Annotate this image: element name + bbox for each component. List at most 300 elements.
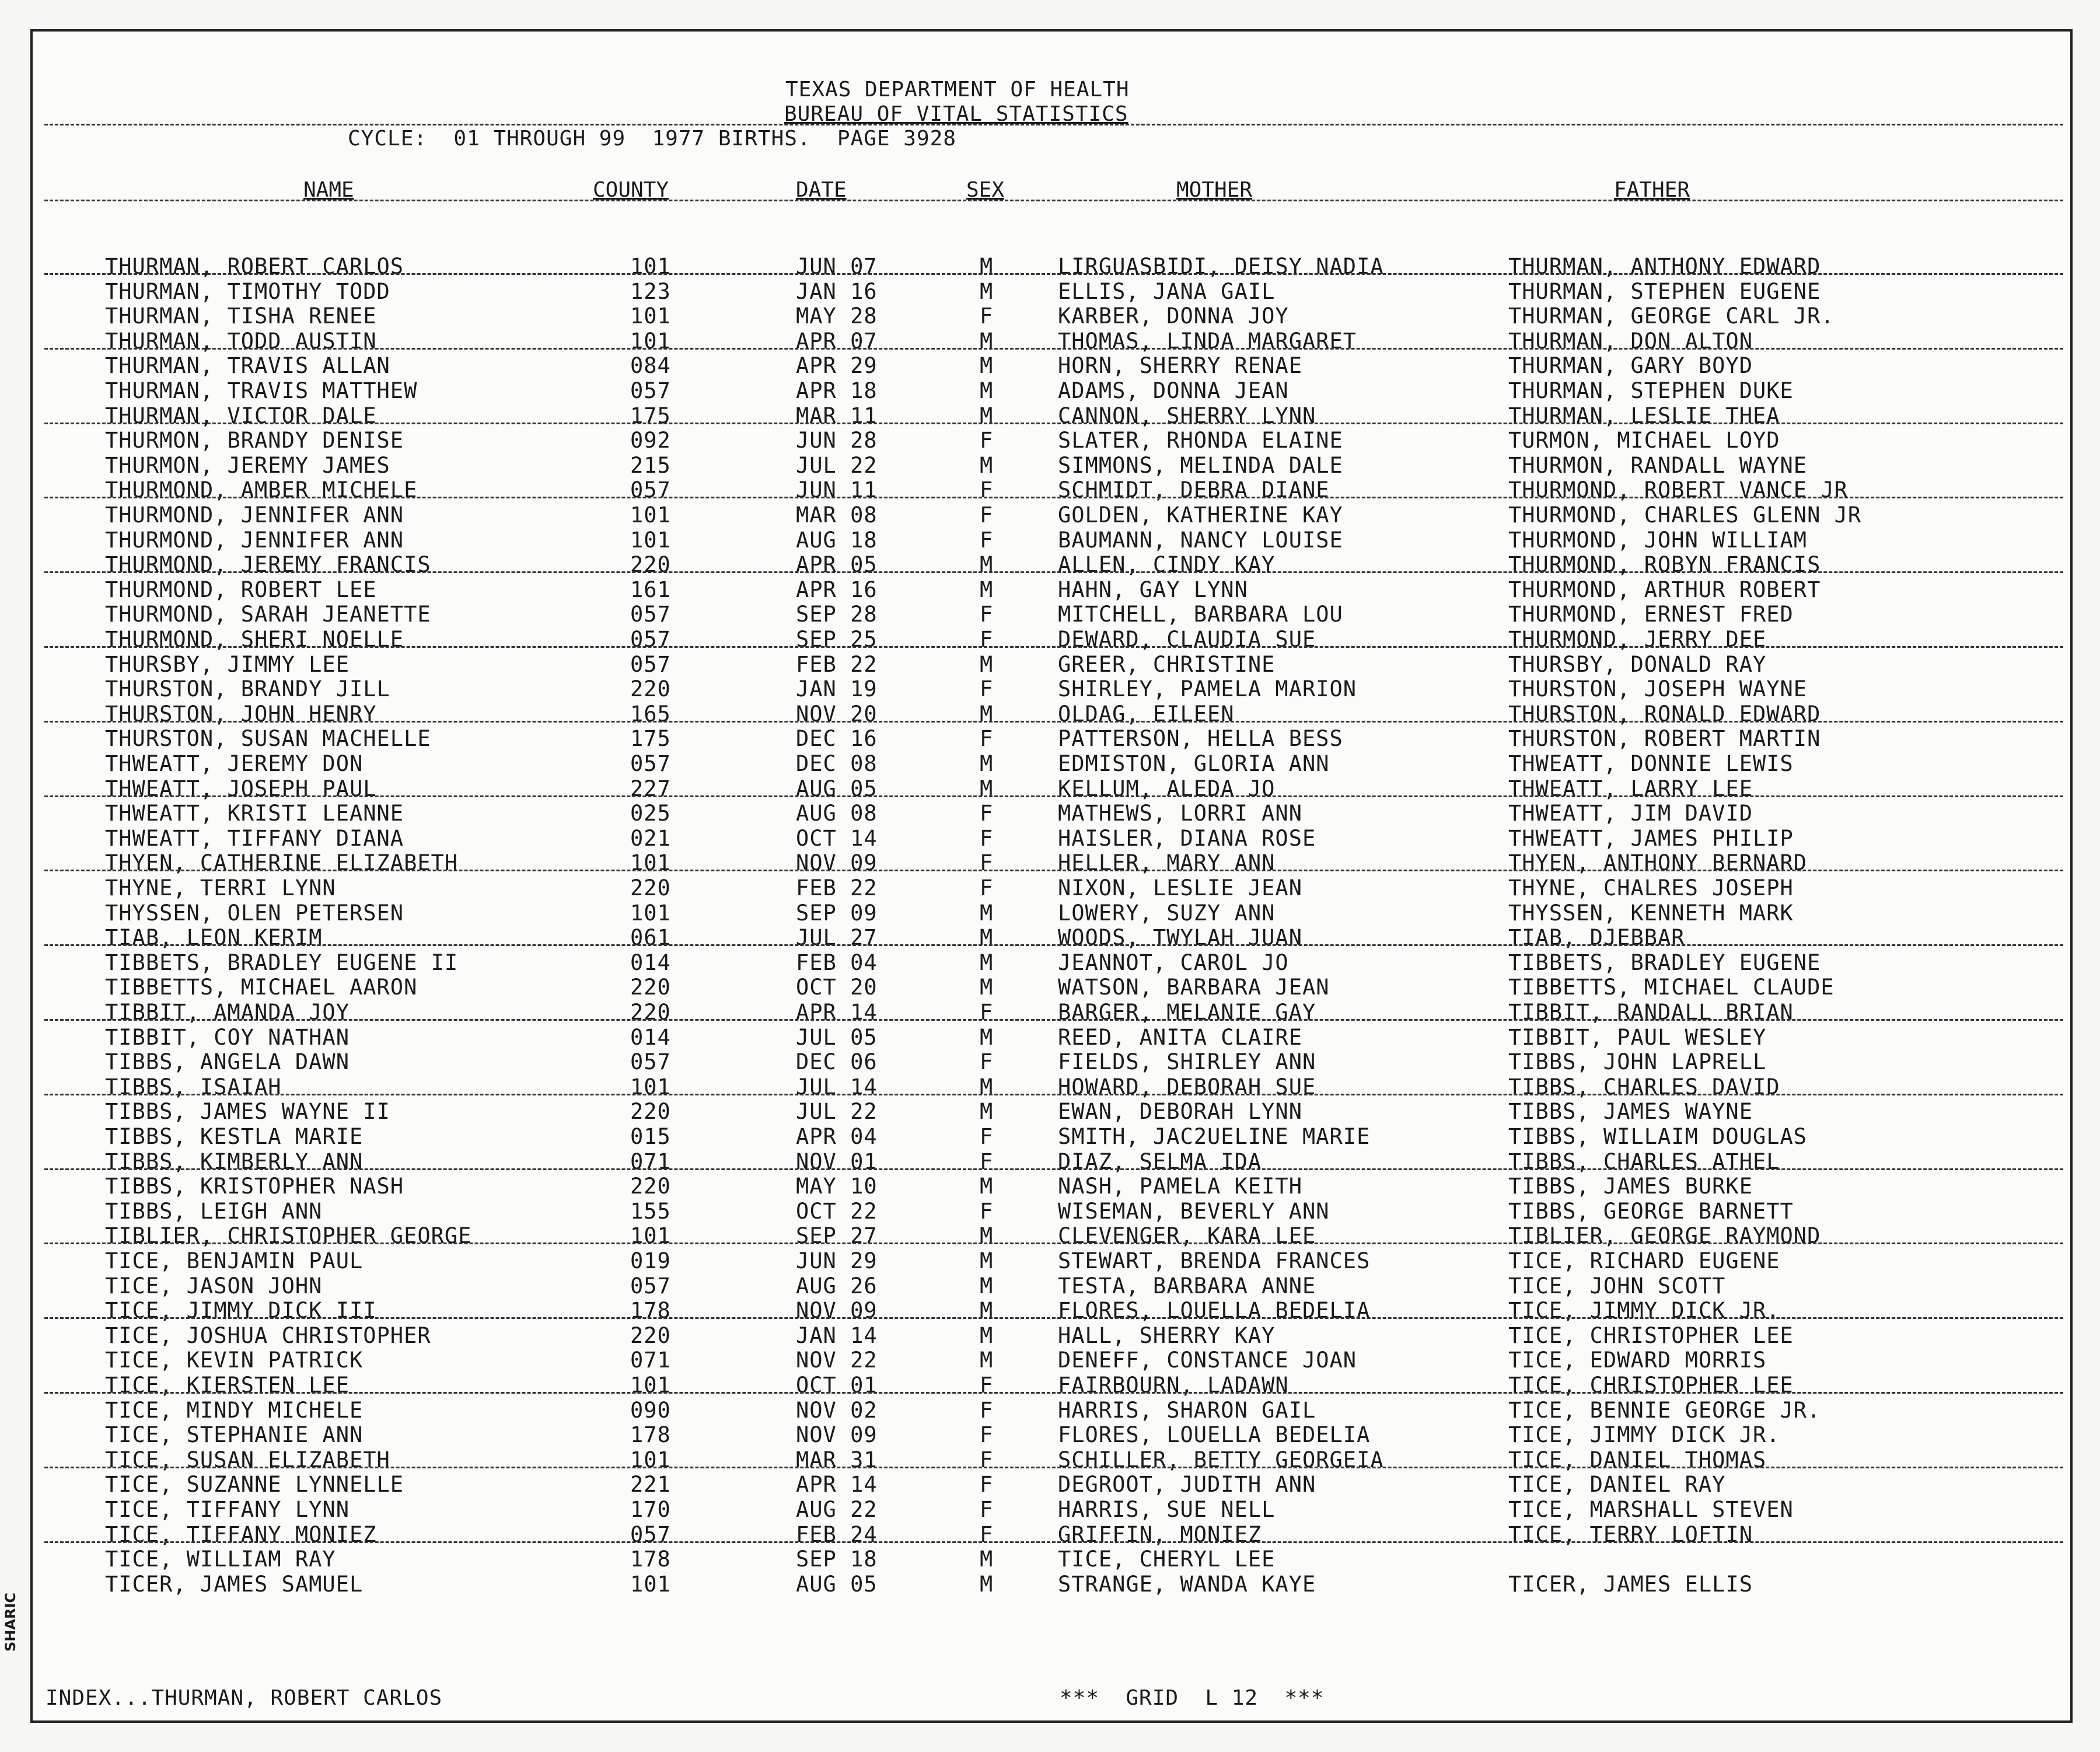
cell-father: TIBBS, JOHN LAPRELL xyxy=(1508,1049,1767,1075)
cell-date: MAR 11 xyxy=(796,403,878,428)
cell-sex: F xyxy=(980,1373,994,1398)
cell-date: APR 14 xyxy=(796,1000,878,1025)
cell-mother: MATHEWS, LORRI ANN xyxy=(1058,801,1302,826)
cell-mother: FLORES, LOUELLA BEDELIA xyxy=(1058,1422,1371,1448)
table-row xyxy=(33,801,2070,826)
table-row xyxy=(33,627,2070,652)
cell-county: 057 xyxy=(630,751,671,776)
cell-date: APR 14 xyxy=(796,1472,878,1498)
cell-county: 101 xyxy=(630,254,671,279)
cell-sex: F xyxy=(980,527,994,553)
table-row xyxy=(33,1547,2070,1572)
side-code-label: SHARIC xyxy=(2,1593,19,1652)
table-row xyxy=(33,951,2070,975)
cell-name: THYSSEN, OLEN PETERSEN xyxy=(105,900,404,926)
cell-date: OCT 14 xyxy=(796,825,878,851)
table-row xyxy=(33,677,2070,702)
cell-name: THYNE, TERRI LYNN xyxy=(105,875,336,901)
cell-mother: EWAN, DEBORAH LYNN xyxy=(1058,1099,1302,1125)
cell-date: AUG 08 xyxy=(796,801,878,826)
cell-mother: HALL, SHERRY KAY xyxy=(1058,1322,1276,1348)
cell-sex: M xyxy=(980,328,994,354)
cell-name: TIBBIT, AMANDA JOY xyxy=(105,1000,350,1025)
table-row xyxy=(33,1150,2070,1174)
cell-sex: M xyxy=(980,925,994,951)
cell-county: 057 xyxy=(630,651,671,677)
cell-date: MAR 08 xyxy=(796,502,878,528)
table-row xyxy=(33,1348,2070,1373)
cell-mother: ALLEN, CINDY KAY xyxy=(1058,552,1276,578)
cell-date: JUL 22 xyxy=(796,1099,878,1125)
cell-county: 090 xyxy=(630,1397,671,1423)
cell-sex: F xyxy=(980,602,994,627)
cell-father: THWEATT, JAMES PHILIP xyxy=(1508,825,1794,851)
cell-sex: F xyxy=(980,627,994,652)
table-row xyxy=(33,1299,2070,1323)
cell-mother: HORN, SHERRY RENAE xyxy=(1058,353,1302,379)
cell-father: TICE, JIMMY DICK JR. xyxy=(1508,1298,1780,1324)
cell-mother: MITCHELL, BARBARA LOU xyxy=(1058,602,1343,627)
cell-date: NOV 20 xyxy=(796,701,878,727)
cell-county: 014 xyxy=(630,1024,671,1050)
cell-county: 220 xyxy=(630,1174,671,1199)
cell-name: TIBBETS, BRADLEY EUGENE II xyxy=(105,950,459,975)
table-row xyxy=(33,727,2070,751)
cell-date: AUG 22 xyxy=(796,1497,878,1522)
cell-mother: HOWARD, DEBORAH SUE xyxy=(1058,1074,1316,1100)
cell-date: SEP 28 xyxy=(796,602,878,627)
cell-sex: F xyxy=(980,1000,994,1025)
cell-date: JUL 14 xyxy=(796,1074,878,1100)
cell-county: 057 xyxy=(630,378,671,403)
cell-date: APR 16 xyxy=(796,577,878,602)
cell-date: MAY 28 xyxy=(796,303,878,329)
cell-county: 220 xyxy=(630,975,671,1000)
cell-date: NOV 01 xyxy=(796,1149,878,1174)
cell-sex: M xyxy=(980,900,994,926)
cell-father: THURMAN, DON ALTON xyxy=(1508,328,1753,354)
cell-sex: M xyxy=(980,403,994,428)
cell-sex: F xyxy=(980,1149,994,1174)
table-row xyxy=(33,826,2070,851)
cell-father: THURMON, RANDALL WAYNE xyxy=(1508,452,1808,478)
cell-name: TICE, KIERSTEN LEE xyxy=(105,1373,350,1398)
cell-name: THURMOND, JEREMY FRANCIS xyxy=(105,552,431,578)
cell-mother: GOLDEN, KATHERINE KAY xyxy=(1058,502,1343,528)
cell-father: THURMAN, GEORGE CARL JR. xyxy=(1508,303,1835,329)
cell-sex: F xyxy=(980,801,994,826)
cell-county: 021 xyxy=(630,825,671,851)
cell-sex: M xyxy=(980,452,994,478)
cell-mother: EDMISTON, GLORIA ANN xyxy=(1058,751,1330,776)
bureau-title: BUREAU OF VITAL STATISTICS xyxy=(784,102,1128,126)
cell-county: 084 xyxy=(630,353,671,379)
cell-mother: SMITH, JAC2UELINE MARIE xyxy=(1058,1124,1371,1149)
cell-father: THURMOND, ROBERT VANCE JR xyxy=(1508,477,1848,503)
cell-sex: M xyxy=(980,1348,994,1373)
cell-mother: FAIRBOURN, LADAWN xyxy=(1058,1373,1289,1398)
cell-name: TIBBIT, COY NATHAN xyxy=(105,1024,350,1050)
cell-mother: CLEVENGER, KARA LEE xyxy=(1058,1223,1316,1249)
cell-father: THYSSEN, KENNETH MARK xyxy=(1508,900,1794,926)
grid-line: *** GRID L 12 *** xyxy=(1060,1686,1325,1710)
cell-mother: CANNON, SHERRY LYNN xyxy=(1058,403,1316,428)
cell-county: 101 xyxy=(630,527,671,553)
cell-father: THURMOND, JERRY DEE xyxy=(1508,627,1767,652)
cell-father: THURSTON, JOSEPH WAYNE xyxy=(1508,676,1808,702)
column-header-name: NAME xyxy=(303,178,354,202)
index-line: INDEX...THURMAN, ROBERT CARLOS xyxy=(46,1686,443,1710)
cell-county: 101 xyxy=(630,1223,671,1249)
cell-county: 057 xyxy=(630,1273,671,1299)
cell-mother: ELLIS, JANA GAIL xyxy=(1058,278,1276,304)
cell-father: TIBBIT, PAUL WESLEY xyxy=(1508,1024,1767,1050)
table-row xyxy=(33,1274,2070,1299)
cell-county: 014 xyxy=(630,950,671,975)
cell-county: 175 xyxy=(630,403,671,428)
cell-county: 220 xyxy=(630,875,671,901)
cell-father: TICE, MARSHALL STEVEN xyxy=(1508,1497,1794,1522)
cell-county: 178 xyxy=(630,1547,671,1572)
cell-county: 170 xyxy=(630,1497,671,1522)
table-row xyxy=(33,851,2070,875)
cell-sex: M xyxy=(980,1223,994,1249)
cell-sex: M xyxy=(980,1547,994,1572)
cell-county: 025 xyxy=(630,801,671,826)
cell-name: TICE, KEVIN PATRICK xyxy=(105,1348,364,1373)
cell-name: TIBBS, KRISTOPHER NASH xyxy=(105,1174,404,1199)
cell-county: 123 xyxy=(630,278,671,304)
cell-mother: BARGER, MELANIE GAY xyxy=(1058,1000,1316,1025)
cell-county: 178 xyxy=(630,1298,671,1324)
cell-date: OCT 20 xyxy=(796,975,878,1000)
cell-date: NOV 09 xyxy=(796,1422,878,1448)
cell-county: 175 xyxy=(630,726,671,752)
cell-date: APR 18 xyxy=(796,378,878,403)
table-row xyxy=(33,975,2070,1000)
cell-name: TIBBS, ISAIAH xyxy=(105,1074,282,1100)
cell-name: TICE, JIMMY DICK III xyxy=(105,1298,377,1324)
cell-sex: F xyxy=(980,1198,994,1224)
cell-date: FEB 22 xyxy=(796,651,878,677)
cell-mother: LOWERY, SUZY ANN xyxy=(1058,900,1276,926)
cell-date: FEB 24 xyxy=(796,1521,878,1547)
cell-date: APR 04 xyxy=(796,1124,878,1149)
table-row xyxy=(33,1000,2070,1025)
cell-father: THURMOND, CHARLES GLENN JR xyxy=(1508,502,1862,528)
cell-mother: PATTERSON, HELLA BESS xyxy=(1058,726,1343,752)
cell-name: THURMOND, JENNIFER ANN xyxy=(105,527,404,553)
cell-name: THURMOND, AMBER MICHELE xyxy=(105,477,418,503)
cell-name: TICE, MINDY MICHELE xyxy=(105,1397,364,1423)
cell-name: TICER, JAMES SAMUEL xyxy=(105,1571,364,1597)
cell-mother: STEWART, BRENDA FRANCES xyxy=(1058,1248,1371,1273)
cell-father: THURSBY, DONALD RAY xyxy=(1508,651,1767,677)
cell-father: TIBBETS, BRADLEY EUGENE xyxy=(1508,950,1821,975)
cell-sex: M xyxy=(980,776,994,801)
table-row xyxy=(33,1324,2070,1348)
cell-name: THURMAN, VICTOR DALE xyxy=(105,403,377,428)
table-row xyxy=(33,478,2070,502)
cell-date: DEC 08 xyxy=(796,751,878,776)
cell-mother: HELLER, MARY ANN xyxy=(1058,850,1276,876)
cell-sex: M xyxy=(980,552,994,578)
cell-sex: F xyxy=(980,303,994,329)
table-row xyxy=(33,528,2070,553)
cell-name: THURMOND, ROBERT LEE xyxy=(105,577,377,602)
cell-county: 061 xyxy=(630,925,671,951)
cell-name: TIBBETTS, MICHAEL AARON xyxy=(105,975,418,1000)
cell-father: THURMOND, ARTHUR ROBERT xyxy=(1508,577,1821,602)
cell-date: MAY 10 xyxy=(796,1174,878,1199)
cell-mother: NASH, PAMELA KEITH xyxy=(1058,1174,1302,1199)
cell-date: OCT 22 xyxy=(796,1198,878,1224)
cell-sex: M xyxy=(980,1571,994,1597)
cell-name: TIAB, LEON KERIM xyxy=(105,925,323,951)
cell-county: 057 xyxy=(630,627,671,652)
cell-county: 101 xyxy=(630,900,671,926)
cell-date: AUG 05 xyxy=(796,776,878,801)
cell-sex: M xyxy=(980,701,994,727)
cell-date: JAN 19 xyxy=(796,676,878,702)
cell-father: TURMON, MICHAEL LOYD xyxy=(1508,428,1780,453)
cell-county: 165 xyxy=(630,701,671,727)
cell-date: JUN 11 xyxy=(796,477,878,503)
cell-county: 092 xyxy=(630,428,671,453)
cell-father: THURMAN, LESLIE THEA xyxy=(1508,403,1780,428)
cell-sex: F xyxy=(980,1422,994,1448)
cell-mother: FIELDS, SHIRLEY ANN xyxy=(1058,1049,1316,1075)
cell-sex: M xyxy=(980,975,994,1000)
cell-county: 101 xyxy=(630,502,671,528)
cell-sex: M xyxy=(980,353,994,379)
cell-sex: F xyxy=(980,502,994,528)
cell-date: JAN 16 xyxy=(796,278,878,304)
table-row xyxy=(33,1174,2070,1199)
cell-date: NOV 09 xyxy=(796,1298,878,1324)
cell-sex: F xyxy=(980,1472,994,1498)
table-row xyxy=(33,329,2070,354)
table-row xyxy=(33,777,2070,801)
cell-name: TICE, BENJAMIN PAUL xyxy=(105,1248,364,1273)
cell-county: 057 xyxy=(630,602,671,627)
cell-date: JUL 05 xyxy=(796,1024,878,1050)
cell-mother: GRIFFIN, MONIEZ xyxy=(1058,1521,1262,1547)
cell-county: 220 xyxy=(630,1099,671,1125)
table-row xyxy=(33,1125,2070,1149)
cell-father: THYNE, CHALRES JOSEPH xyxy=(1508,875,1794,901)
table-row xyxy=(33,1373,2070,1398)
cell-mother: THOMAS, LINDA MARGARET xyxy=(1058,328,1357,354)
cell-county: 071 xyxy=(630,1149,671,1174)
cell-county: 101 xyxy=(630,1373,671,1398)
column-header-father: FATHER xyxy=(1614,178,1690,202)
cell-date: APR 29 xyxy=(796,353,878,379)
cell-county: 101 xyxy=(630,1447,671,1472)
cell-sex: M xyxy=(980,378,994,403)
cell-father: THURSTON, ROBERT MARTIN xyxy=(1508,726,1821,752)
cell-father: TICE, TERRY LOFTIN xyxy=(1508,1521,1753,1547)
cell-date: OCT 01 xyxy=(796,1373,878,1398)
cell-father: TICER, JAMES ELLIS xyxy=(1508,1571,1753,1597)
cell-name: THWEATT, KRISTI LEANNE xyxy=(105,801,404,826)
cell-mother: SLATER, RHONDA ELAINE xyxy=(1058,428,1343,453)
cell-father: THURMAN, STEPHEN EUGENE xyxy=(1508,278,1821,304)
cell-date: JUN 07 xyxy=(796,254,878,279)
cell-date: NOV 09 xyxy=(796,850,878,876)
cell-sex: M xyxy=(980,651,994,677)
cell-county: 178 xyxy=(630,1422,671,1448)
cell-mother: KELLUM, ALEDA JO xyxy=(1058,776,1276,801)
table-row xyxy=(33,1448,2070,1472)
cell-date: AUG 26 xyxy=(796,1273,878,1299)
cell-sex: M xyxy=(980,1298,994,1324)
cell-father: TIBBS, JAMES WAYNE xyxy=(1508,1099,1753,1125)
cell-name: THWEATT, JOSEPH PAUL xyxy=(105,776,377,801)
table-row xyxy=(33,1075,2070,1100)
cell-father: TICE, EDWARD MORRIS xyxy=(1508,1348,1767,1373)
table-row xyxy=(33,280,2070,304)
cell-county: 071 xyxy=(630,1348,671,1373)
cell-father: THURSTON, RONALD EDWARD xyxy=(1508,701,1821,727)
table-row xyxy=(33,453,2070,478)
cell-sex: F xyxy=(980,428,994,453)
table-row xyxy=(33,1100,2070,1124)
cell-name: THURMAN, TRAVIS MATTHEW xyxy=(105,378,418,403)
cell-mother: LIRGUASBIDI, DEISY NADIA xyxy=(1058,254,1384,279)
cell-sex: F xyxy=(980,1521,994,1547)
table-row xyxy=(33,354,2070,378)
cell-date: SEP 25 xyxy=(796,627,878,652)
cell-father: TICE, BENNIE GEORGE JR. xyxy=(1508,1397,1821,1423)
table-row xyxy=(33,926,2070,950)
table-row xyxy=(33,578,2070,602)
cell-county: 015 xyxy=(630,1124,671,1149)
cell-sex: F xyxy=(980,1397,994,1423)
cell-sex: F xyxy=(980,477,994,503)
cell-mother: TESTA, BARBARA ANNE xyxy=(1058,1273,1316,1299)
table-row xyxy=(33,503,2070,528)
column-header-date: DATE xyxy=(796,178,847,202)
cell-county: 220 xyxy=(630,1000,671,1025)
cell-county: 227 xyxy=(630,776,671,801)
cell-name: THURMOND, SARAH JEANETTE xyxy=(105,602,431,627)
cell-name: THURSBY, JIMMY LEE xyxy=(105,651,350,677)
cell-date: SEP 18 xyxy=(796,1547,878,1572)
cell-date: SEP 09 xyxy=(796,900,878,926)
table-row xyxy=(33,876,2070,901)
cell-date: FEB 04 xyxy=(796,950,878,975)
cell-father: TIBBETTS, MICHAEL CLAUDE xyxy=(1508,975,1835,1000)
cell-name: TIBBS, JAMES WAYNE II xyxy=(105,1099,390,1125)
table-row xyxy=(33,901,2070,926)
cell-name: THWEATT, JEREMY DON xyxy=(105,751,364,776)
cell-mother: BAUMANN, NANCY LOUISE xyxy=(1058,527,1343,553)
cell-sex: F xyxy=(980,726,994,752)
cell-mother: SCHMIDT, DEBRA DIANE xyxy=(1058,477,1330,503)
table-row xyxy=(33,1498,2070,1522)
cell-date: DEC 06 xyxy=(796,1049,878,1075)
cell-name: TICE, WILLIAM RAY xyxy=(105,1547,336,1572)
cell-father: THWEATT, LARRY LEE xyxy=(1508,776,1753,801)
table-row xyxy=(33,428,2070,453)
cell-mother: HAISLER, DIANA ROSE xyxy=(1058,825,1316,851)
cell-sex: M xyxy=(980,1273,994,1299)
cell-date: JUL 27 xyxy=(796,925,878,951)
cell-date: AUG 05 xyxy=(796,1571,878,1597)
cell-father: THYEN, ANTHONY BERNARD xyxy=(1508,850,1808,876)
cell-mother: REED, ANITA CLAIRE xyxy=(1058,1024,1302,1050)
cell-county: 220 xyxy=(630,552,671,578)
cell-father: TICE, RICHARD EUGENE xyxy=(1508,1248,1780,1273)
cell-mother: ADAMS, DONNA JEAN xyxy=(1058,378,1289,403)
cell-name: THURMOND, JENNIFER ANN xyxy=(105,502,404,528)
cell-mother: JEANNOT, CAROL JO xyxy=(1058,950,1289,975)
cell-sex: M xyxy=(980,1074,994,1100)
table-row xyxy=(33,752,2070,776)
cell-mother: SHIRLEY, PAMELA MARION xyxy=(1058,676,1357,702)
cell-father: TIBBS, GEORGE BARNETT xyxy=(1508,1198,1794,1224)
cell-county: 019 xyxy=(630,1248,671,1273)
cell-county: 155 xyxy=(630,1198,671,1224)
cell-father: THURMOND, ERNEST FRED xyxy=(1508,602,1794,627)
table-row xyxy=(33,553,2070,577)
cell-county: 057 xyxy=(630,1521,671,1547)
cell-father: THURMOND, ROBYN FRANCIS xyxy=(1508,552,1821,578)
cell-date: AUG 18 xyxy=(796,527,878,553)
cell-father: TIBBS, WILLAIM DOUGLAS xyxy=(1508,1124,1808,1149)
cell-father: THURMOND, JOHN WILLIAM xyxy=(1508,527,1808,553)
cell-sex: M xyxy=(980,1099,994,1125)
cell-sex: F xyxy=(980,850,994,876)
cell-mother: DEGROOT, JUDITH ANN xyxy=(1058,1472,1316,1498)
cell-father: TIBBS, CHARLES ATHEL xyxy=(1508,1149,1780,1174)
cell-mother: FLORES, LOUELLA BEDELIA xyxy=(1058,1298,1371,1324)
cell-father: THURMAN, STEPHEN DUKE xyxy=(1508,378,1794,403)
cell-name: THURMON, JEREMY JAMES xyxy=(105,452,390,478)
table-row xyxy=(33,652,2070,677)
cell-father: THWEATT, DONNIE LEWIS xyxy=(1508,751,1794,776)
cell-name: THURMAN, ROBERT CARLOS xyxy=(105,254,404,279)
cell-date: FEB 22 xyxy=(796,875,878,901)
table-row xyxy=(33,1050,2070,1074)
cell-name: TIBBS, ANGELA DAWN xyxy=(105,1049,350,1075)
cell-county: 101 xyxy=(630,1571,671,1597)
cell-mother: HAHN, GAY LYNN xyxy=(1058,577,1248,602)
cell-sex: M xyxy=(980,278,994,304)
table-row xyxy=(33,1523,2070,1547)
column-header-county: COUNTY xyxy=(593,178,669,202)
cell-sex: F xyxy=(980,1447,994,1472)
cell-father: TIBBIT, RANDALL BRIAN xyxy=(1508,1000,1794,1025)
cell-date: APR 05 xyxy=(796,552,878,578)
cell-name: TICE, JOSHUA CHRISTOPHER xyxy=(105,1322,431,1348)
table-row xyxy=(33,1249,2070,1273)
cell-sex: F xyxy=(980,825,994,851)
cell-mother: STRANGE, WANDA KAYE xyxy=(1058,1571,1316,1597)
cell-mother: DENEFF, CONSTANCE JOAN xyxy=(1058,1348,1357,1373)
cell-name: TIBBS, KIMBERLY ANN xyxy=(105,1149,364,1174)
cell-name: THURMAN, TIMOTHY TODD xyxy=(105,278,390,304)
table-row xyxy=(33,254,2070,279)
cell-name: TICE, SUZANNE LYNNELLE xyxy=(105,1472,404,1498)
cell-date: JAN 14 xyxy=(796,1322,878,1348)
cell-county: 220 xyxy=(630,1322,671,1348)
cell-sex: M xyxy=(980,1322,994,1348)
table-row xyxy=(33,1199,2070,1224)
cell-sex: M xyxy=(980,751,994,776)
table-row xyxy=(33,1224,2070,1248)
